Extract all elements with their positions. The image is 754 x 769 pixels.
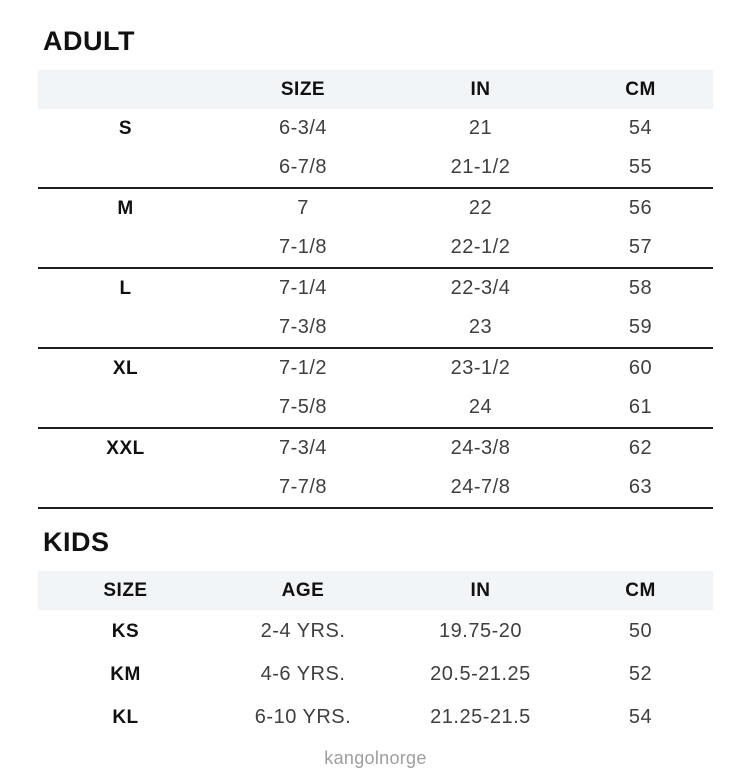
hat-size-value: 6-3/4: [278, 117, 328, 139]
cm-value: 55: [628, 156, 653, 178]
kids-header-age: AGE: [281, 579, 325, 601]
inches-value: 24: [468, 396, 493, 418]
table-row: [38, 308, 713, 347]
inches-value: 23: [468, 316, 493, 338]
cm-value: 54: [628, 706, 653, 728]
adult-header-cm: CM: [625, 78, 656, 100]
kids-header-cm: CM: [625, 579, 656, 601]
inches-value: 24-7/8: [450, 476, 511, 498]
cm-value: 57: [628, 236, 653, 258]
size-group-label: M: [117, 197, 134, 219]
hat-size-value: 7-1/8: [278, 236, 328, 258]
inches-value: 21.25-21.5: [430, 706, 531, 728]
adult-size-group-xxl: [38, 429, 713, 509]
cm-value: 61: [628, 396, 653, 418]
adult-size-group-s: [38, 109, 713, 189]
hat-size-value: 7-7/8: [278, 476, 328, 498]
table-row: [38, 109, 713, 148]
cm-value: 63: [628, 476, 653, 498]
cm-value: 52: [628, 663, 653, 685]
brand-watermark: kangolnorge: [324, 748, 427, 768]
adult-size-group-xl: [38, 349, 713, 429]
inches-value: 23-1/2: [450, 357, 511, 379]
adult-section-title: ADULT: [43, 26, 135, 56]
table-row: [38, 228, 713, 267]
cm-value: 59: [628, 316, 653, 338]
table-row: [38, 189, 713, 228]
adult-size-table: [38, 70, 713, 509]
hat-size-value: 7-3/8: [278, 316, 328, 338]
hat-size-value: 7-1/2: [278, 357, 328, 379]
inches-value: 22-3/4: [450, 277, 511, 299]
table-row: [38, 269, 713, 308]
table-row: [38, 349, 713, 388]
size-group-label: S: [118, 117, 133, 139]
table-row: [38, 468, 713, 507]
table-row: [38, 610, 713, 653]
hat-size-value: 7-3/4: [278, 437, 328, 459]
kids-size-table: [38, 571, 713, 739]
age-value: 2-4 YRS.: [260, 620, 346, 642]
kids-header-size: SIZE: [103, 579, 148, 601]
size-group-label: L: [119, 277, 132, 299]
hat-size-value: 7-1/4: [278, 277, 328, 299]
table-row: [38, 653, 713, 696]
kids-table-header-row: [38, 571, 713, 610]
inches-value: 24-3/8: [450, 437, 511, 459]
kids-section-title: KIDS: [43, 527, 110, 557]
kids-section: [38, 527, 754, 739]
adult-header-size: SIZE: [280, 78, 326, 100]
kids-header-in: IN: [470, 579, 491, 601]
inches-value: 20.5-21.25: [430, 663, 531, 685]
cm-value: 62: [628, 437, 653, 459]
inches-value: 22: [468, 197, 493, 219]
hat-size-value: 6-7/8: [278, 156, 328, 178]
kids-size-label: KL: [112, 706, 139, 728]
age-value: 6-10 YRS.: [254, 706, 352, 728]
adult-size-group-m: [38, 189, 713, 269]
adult-size-group-l: [38, 269, 713, 349]
inches-value: 21-1/2: [450, 156, 511, 178]
adult-table-header-row: [38, 70, 713, 109]
table-row: [38, 429, 713, 468]
inches-value: 21: [468, 117, 493, 139]
cm-value: 58: [628, 277, 653, 299]
table-row: [38, 148, 713, 187]
adult-header-in: IN: [470, 78, 491, 100]
kids-size-label: KM: [110, 663, 141, 685]
cm-value: 60: [628, 357, 653, 379]
hat-size-value: 7-5/8: [278, 396, 328, 418]
inches-value: 19.75-20: [439, 620, 522, 642]
cm-value: 56: [628, 197, 653, 219]
age-value: 4-6 YRS.: [260, 663, 346, 685]
inches-value: 22-1/2: [450, 236, 511, 258]
size-group-label: XL: [112, 357, 139, 379]
kids-size-label: KS: [111, 620, 140, 642]
table-row: [38, 388, 713, 427]
cm-value: 54: [628, 117, 653, 139]
cm-value: 50: [628, 620, 653, 642]
hat-size-value: 7: [297, 197, 309, 219]
table-row: [38, 696, 713, 739]
size-group-label: XXL: [106, 437, 145, 459]
